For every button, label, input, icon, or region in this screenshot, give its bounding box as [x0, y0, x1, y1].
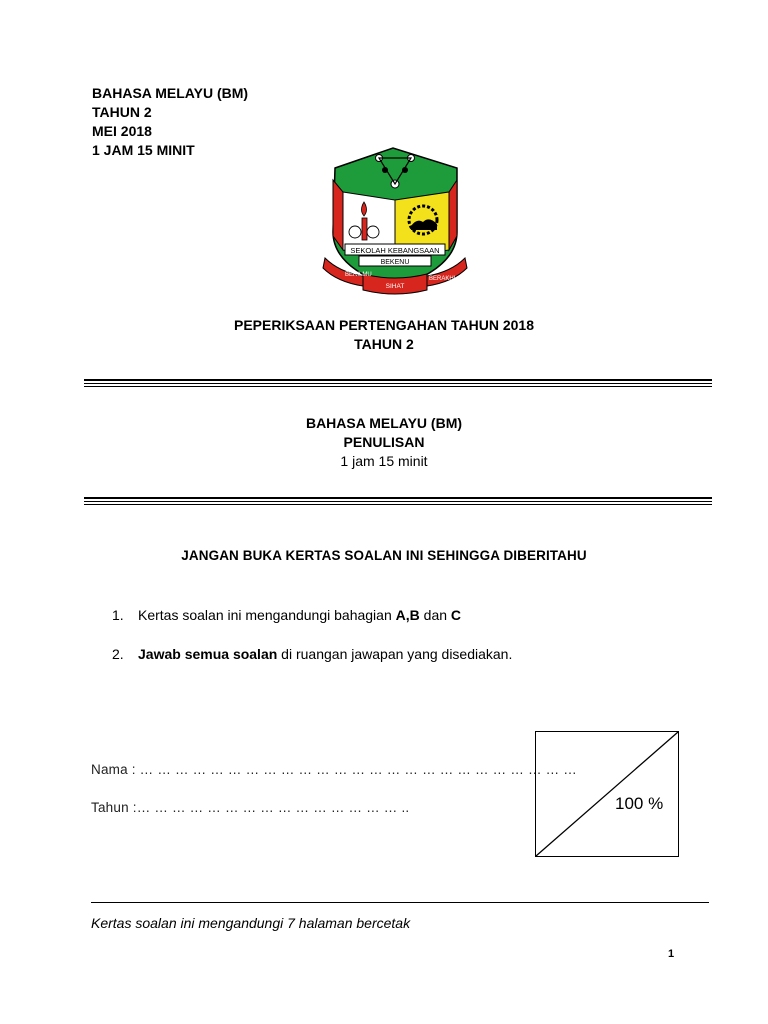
year-field[interactable] — [91, 800, 409, 815]
header-subject: BAHASA MELAYU (BM) — [92, 85, 249, 101]
footer-divider — [91, 902, 709, 903]
double-rule-bottom — [84, 497, 712, 505]
exam-title-block — [0, 316, 768, 354]
logo-school-name-2: BEKENU — [380, 259, 410, 266]
logo-ribbon-left: BERILMU — [345, 272, 372, 278]
name-field[interactable] — [91, 762, 577, 777]
score-total: 100 % — [615, 794, 664, 813]
header-block — [92, 84, 248, 160]
instruction-bold-text: Jawab semua soalan — [138, 646, 278, 662]
header-year: TAHUN 2 — [92, 104, 152, 120]
score-box — [535, 731, 679, 857]
year-label: Tahun : — [91, 800, 137, 815]
paper-info-block — [0, 414, 768, 471]
instruction-text: Kertas soalan ini mengandungi bahagian — [138, 607, 396, 623]
name-dots[interactable]: … … … … … … … … … … … … … … … … … … … … … … … … … — [139, 762, 577, 777]
instruction-bold-section-c: C — [450, 607, 462, 623]
instruction-item-2 — [112, 645, 512, 664]
paper-subject: BAHASA MELAYU (BM) — [305, 415, 463, 431]
logo-ribbon-right: BERAKHLAK — [429, 276, 466, 282]
instruction-number: 1. — [112, 607, 124, 623]
paper-duration: 1 jam 15 minit — [340, 453, 428, 469]
instruction-text: dan — [419, 607, 451, 623]
school-logo — [319, 140, 471, 300]
instruction-item-1 — [112, 606, 461, 625]
footer-note: Kertas soalan ini mengandungi 7 halaman bercetak — [91, 915, 411, 931]
page-number: 1 — [668, 948, 675, 960]
instruction-bold-sections: A,B — [395, 607, 420, 623]
paper-component: PENULISAN — [343, 434, 425, 450]
exam-year: TAHUN 2 — [354, 336, 414, 352]
logo-ribbon-center: SIHAT — [385, 283, 405, 290]
school-crest-icon — [319, 140, 471, 300]
logo-school-name-1: SEKOLAH KEBANGSAAN — [350, 246, 440, 255]
warning-text: JANGAN BUKA KERTAS SOALAN INI SEHINGGA DIBERITAHU — [181, 548, 587, 563]
double-rule-top — [84, 379, 712, 387]
year-dots[interactable]: … … … … … … … … … … … … … … … .. — [136, 800, 410, 815]
name-label: Nama : — [91, 762, 140, 777]
header-duration: 1 JAM 15 MINIT — [92, 142, 195, 158]
instruction-number: 2. — [112, 646, 124, 662]
instruction-text: di ruangan jawapan yang disediakan. — [277, 646, 513, 662]
header-date: MEI 2018 — [92, 123, 152, 139]
exam-title: PEPERIKSAAN PERTENGAHAN TAHUN 2018 — [233, 317, 534, 333]
